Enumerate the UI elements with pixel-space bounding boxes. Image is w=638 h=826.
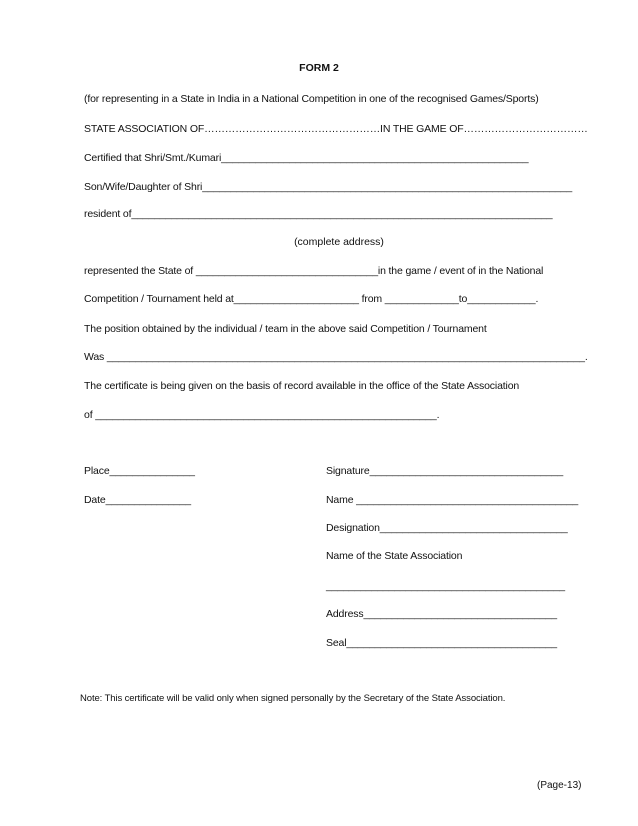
state-association-line: STATE ASSOCIATION OF……………………………………………IN THE GAME OF………………………………: [84, 123, 588, 135]
page-number: (Page-13): [537, 780, 582, 791]
state-association-name-label: Name of the State Association: [326, 550, 463, 562]
position-obtained-line: The position obtained by the individual / team in the above said Competition / Tournament: [84, 323, 487, 335]
was-line: Was ____________________________________________________________________________________.: [84, 351, 588, 363]
date-field: Date_______________: [84, 494, 191, 506]
signature-field: Signature__________________________________: [326, 465, 564, 477]
name-field: Name _______________________________________: [326, 494, 579, 506]
state-association-name-blank: __________________________________________: [326, 580, 565, 592]
association-of-line: of ____________________________________________________________.: [84, 409, 440, 421]
validity-note: Note: This certificate will be valid only when signed personally by the Secretary of the State Association.: [80, 693, 506, 704]
certificate-basis-line: The certificate is being given on the basis of record available in the office of the State Association: [84, 380, 520, 392]
form-title: FORM 2: [299, 62, 339, 74]
resident-line: resident of__________________________________________________________________________: [84, 208, 553, 220]
relation-line: Son/Wife/Daughter of Shri_________________________________________________________________: [84, 181, 573, 193]
certified-name-line: Certified that Shri/Smt./Kumari______________________________________________________: [84, 152, 529, 164]
complete-address-label: (complete address): [294, 236, 384, 248]
address-field: Address__________________________________: [326, 608, 557, 620]
competition-held-line: Competition / Tournament held at______________________ from _____________to____________.: [84, 293, 539, 305]
place-field: Place_______________: [84, 465, 195, 477]
represented-state-line: represented the State of ________________________________in the game / event of in the National: [84, 265, 544, 277]
form-purpose-line: (for representing in a State in India in a National Competition in one of the recognised Games/Sports): [84, 93, 539, 105]
designation-field: Designation_________________________________: [326, 522, 568, 534]
seal-field: Seal_____________________________________: [326, 637, 557, 649]
